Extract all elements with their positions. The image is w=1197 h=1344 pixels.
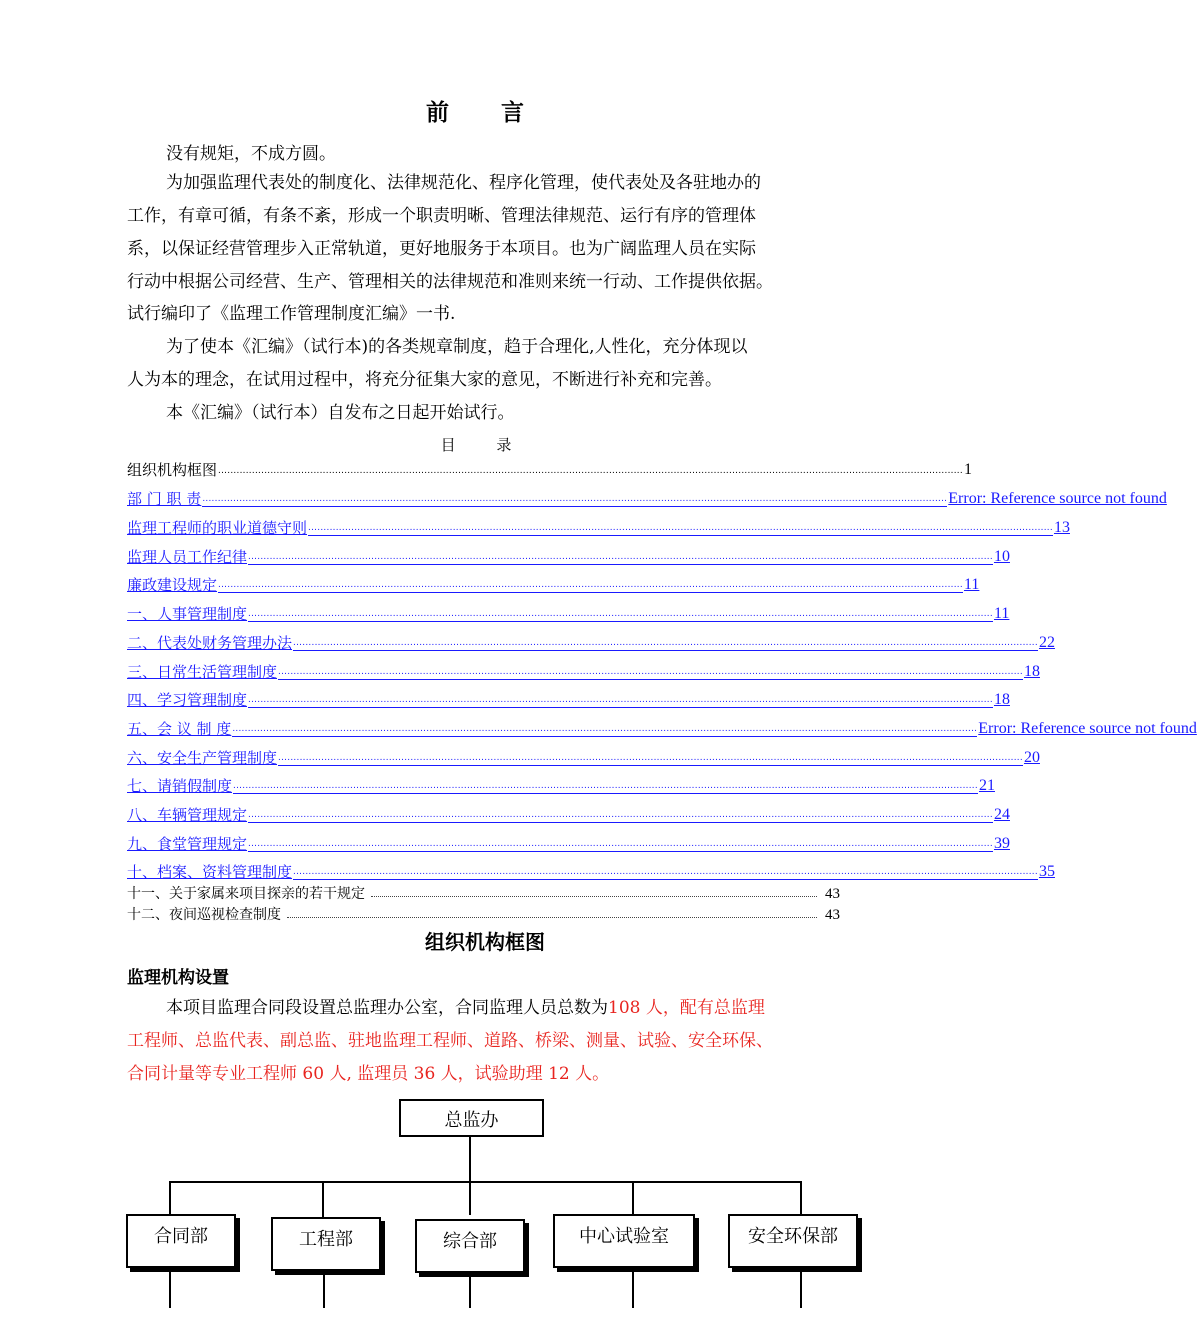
preface-paragraph-1: 没有规矩，不成方圆。: [166, 144, 336, 164]
toc-entry[interactable]: [127, 488, 1167, 510]
org-intro-highlight: 108 人，配有总监理: [608, 998, 765, 1018]
toc-entry-label: 廉政建设规定: [127, 576, 218, 594]
preface-paragraph-4: 本《汇编》（试行本）自发布之日起开始试行。: [166, 403, 515, 423]
toc-entry-page: 1: [963, 461, 972, 478]
toc-entry-page: 35: [1038, 863, 1055, 880]
preface-p2-line-2: 工作，有章可循，有条不紊，形成一个职责明晰、管理法律规范、运行有序的管理体: [127, 206, 756, 226]
toc-leader: ..................................................................................................................................................................................................................................................: [248, 693, 993, 708]
connector-down-5: [800, 1272, 802, 1308]
toc-entry-page: Error: Reference source not found: [978, 720, 1197, 737]
connector-drop-5: [800, 1181, 802, 1215]
department-box-engineering: 工程部: [271, 1217, 381, 1271]
toc-entry[interactable]: [127, 775, 995, 797]
preface-p2-line-1: 为加强监理代表处的制度化、法律规范化、程序化管理，使代表处及各驻地办的: [166, 173, 761, 193]
connector-down-4: [632, 1272, 634, 1308]
department-box-safety: 安全环保部: [728, 1214, 858, 1268]
toc-entry-page: 18: [1023, 663, 1040, 680]
preface-p2-line-3: 系，以保证经营管理步入正常轨道，更好地服务于本项目。也为广阔监理人员在实际: [127, 239, 756, 259]
toc-entry[interactable]: [127, 885, 841, 903]
toc-leader: ..................................................................................................................................................................................................................................................: [293, 636, 1038, 651]
connector-drop-4: [632, 1181, 634, 1215]
department-box-contract: 合同部: [126, 1214, 236, 1268]
connector-horizontal: [169, 1181, 802, 1183]
toc-entry-label: 七、请销假制度: [127, 777, 233, 795]
toc-leader: ..................................................................................................................................................................................................................................................: [218, 578, 963, 593]
toc-leader: ..................................................................................................................................................................................................................................................: [308, 521, 1053, 536]
org-intro-line-2: 工程师、总监代表、副总监、驻地监理工程师、道路、桥梁、测量、试验、安全环保、: [127, 1031, 773, 1051]
preface-p2-line-4: 行动中根据公司经营、生产、管理相关的法律规范和准则来统一行动、工作提供依据。: [127, 272, 773, 292]
org-setup-subheading: 监理机构设置: [127, 968, 229, 988]
org-chart-heading: 组织机构框图: [425, 930, 545, 954]
toc-entry-page: 20: [1023, 749, 1040, 766]
toc-leader: ..................................................................................................................................................................................................................................................: [248, 837, 993, 852]
toc-entry-page: 11: [963, 576, 980, 593]
toc-entry-label: 十一、关于家属来项目探亲的若干规定: [127, 886, 365, 902]
toc-entry[interactable]: [127, 517, 1070, 539]
toc-entry-label: 十、档案、资料管理制度: [127, 863, 293, 881]
toc-entry-page: 24: [993, 806, 1010, 823]
org-intro-line-1: [166, 992, 765, 1025]
toc-entry[interactable]: [127, 833, 1010, 855]
toc-leader: ..................................................................................................................................................................................................................................................: [248, 550, 993, 565]
toc-leader: [371, 895, 817, 897]
department-box-lab: 中心试验室: [553, 1214, 695, 1268]
toc-entry-page: 43: [825, 886, 840, 902]
toc-leader: ..................................................................................................................................................................................................................................................: [278, 751, 1023, 766]
toc-leader: ..................................................................................................................................................................................................................................................: [218, 465, 963, 476]
toc-entry-label: 九、食堂管理规定: [127, 835, 248, 853]
toc-entry-label: 四、学习管理制度: [127, 691, 248, 709]
preface-p2-line-5: 试行编印了《监理工作管理制度汇编》一书.: [127, 304, 456, 324]
toc-entry-page: Error: Reference source not found: [948, 490, 1167, 507]
toc-entry[interactable]: [127, 747, 1040, 769]
toc-entry[interactable]: [127, 804, 1010, 826]
toc-entry-page: 13: [1053, 519, 1070, 536]
toc-entry-label: 组织机构框图: [127, 461, 218, 479]
toc-entry-label: 一、人事管理制度: [127, 605, 248, 623]
toc-entry[interactable]: [127, 718, 1197, 740]
toc-entry-label: 十二、夜间巡视检查制度: [127, 907, 281, 923]
connector-drop-2: [322, 1181, 324, 1218]
toc-leader: ..................................................................................................................................................................................................................................................: [278, 665, 1023, 680]
toc-entry[interactable]: [127, 689, 1010, 711]
toc-leader: ..................................................................................................................................................................................................................................................: [202, 492, 947, 507]
toc-entry-label: 监理工程师的职业道德守则: [127, 519, 308, 537]
toc-entry-page: 22: [1038, 634, 1055, 651]
toc-leader: ..................................................................................................................................................................................................................................................: [293, 865, 1038, 880]
toc-entry[interactable]: [127, 632, 1055, 654]
connector-drop-1: [169, 1181, 171, 1215]
toc-entry-label: 二、代表处财务管理办法: [127, 634, 293, 652]
toc-entry-page: 43: [825, 907, 840, 923]
toc-leader: [287, 916, 817, 918]
toc-leader: ..................................................................................................................................................................................................................................................: [232, 722, 977, 737]
toc-title: 目 录: [440, 436, 530, 454]
toc-entry-page: 11: [993, 605, 1010, 622]
toc-leader: ..................................................................................................................................................................................................................................................: [248, 607, 993, 622]
toc-entry-label: 五、会 议 制 度: [127, 720, 232, 738]
connector-down-3: [469, 1277, 471, 1308]
toc-entry-page: 21: [978, 777, 995, 794]
toc-entry[interactable]: [127, 906, 841, 924]
toc-entry[interactable]: [127, 861, 1055, 883]
org-intro-text: 本项目监理合同段设置总监理办公室，合同监理人员总数为: [166, 998, 608, 1018]
preface-title: 前 言: [425, 99, 546, 126]
toc-entry-label: 监理人员工作纪律: [127, 548, 248, 566]
toc-entry-label: 三、日常生活管理制度: [127, 663, 278, 681]
toc-leader: ..................................................................................................................................................................................................................................................: [233, 779, 978, 794]
toc-entry[interactable]: [127, 661, 1040, 683]
chief-office-box: 总监办: [399, 1099, 544, 1137]
toc-entry[interactable]: [127, 574, 980, 596]
preface-p3-line-2: 人为本的理念，在试用过程中，将充分征集大家的意见，不断进行补充和完善。: [127, 370, 722, 390]
toc-entry-label: 八、车辆管理规定: [127, 806, 248, 824]
toc-entry-page: 10: [993, 548, 1010, 565]
toc-leader: ..................................................................................................................................................................................................................................................: [248, 808, 993, 823]
preface-p3-line-1: 为了使本《汇编》（试行本)的各类规章制度，趋于合理化,人性化，充分体现以: [166, 337, 748, 357]
connector-vertical-main: [469, 1137, 471, 1215]
toc-entry-label: 部 门 职 责: [127, 490, 202, 508]
toc-entry[interactable]: [127, 603, 1010, 625]
toc-entry-label: 六、安全生产管理制度: [127, 749, 278, 767]
toc-entry[interactable]: [127, 546, 1010, 568]
connector-down-2: [323, 1275, 325, 1308]
connector-down-1: [169, 1272, 171, 1308]
toc-entry-page: 18: [993, 691, 1010, 708]
toc-entry-page: 39: [993, 835, 1010, 852]
toc-entry[interactable]: [127, 459, 972, 481]
department-box-general: 综合部: [415, 1219, 525, 1273]
org-intro-line-3: 合同计量等专业工程师 60 人, 监理员 36 人，试验助理 12 人。: [127, 1064, 610, 1084]
